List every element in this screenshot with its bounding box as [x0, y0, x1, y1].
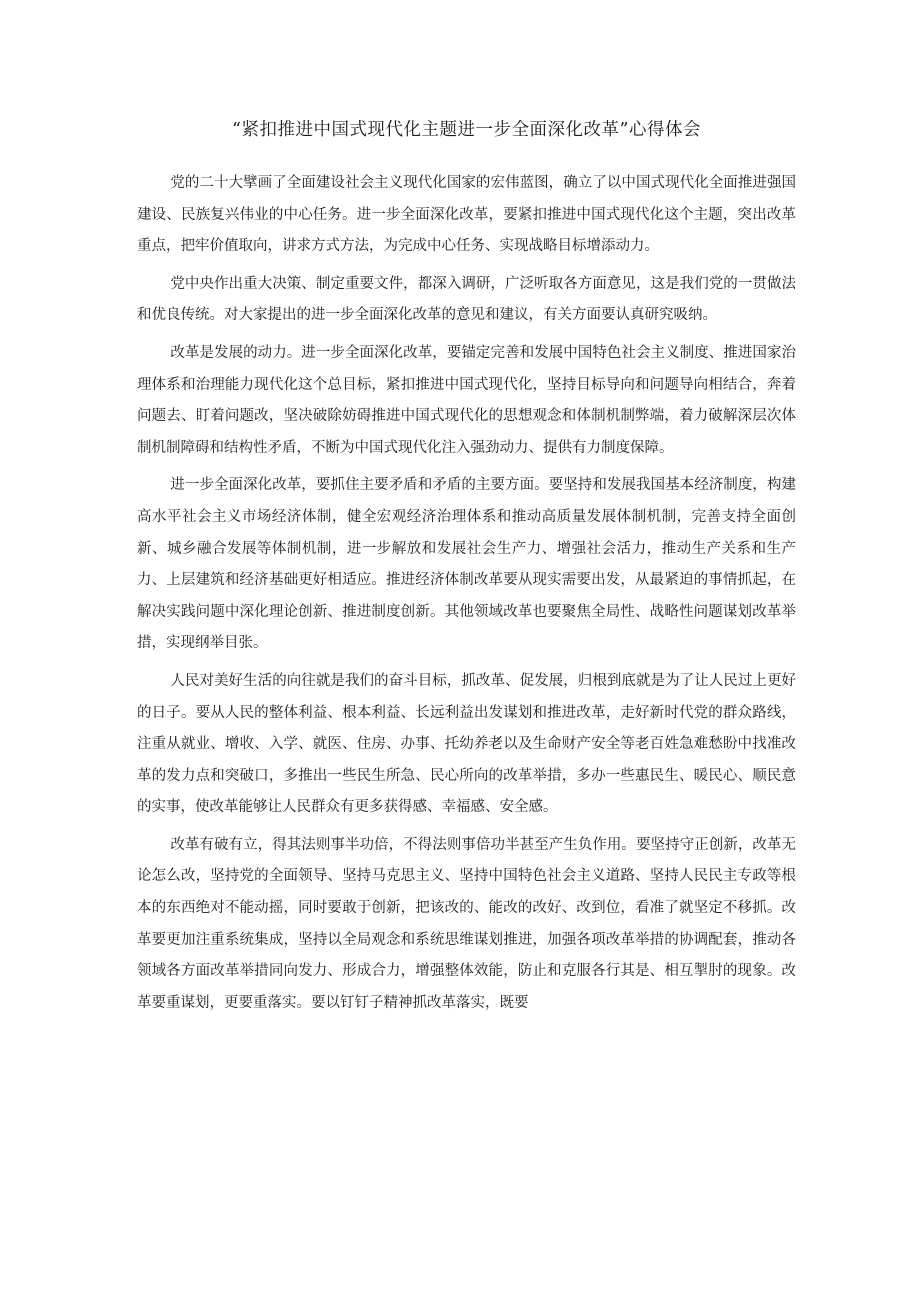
- paragraph: 改革有破有立，得其法则事半功倍，不得法则事倍功半甚至产生负作用。要坚持守正创新，改革无论怎么改，坚持党的全面领导、坚持马克思主义、坚持中国特色社会主义道路、坚持人民民主专政等根本的东西绝对不能动摇，同时要敢于创新，把该改的、能改的改好、改到位，看准了就坚定不移抓。改革要更加注重系统集成，坚持以全局观念和系统思维谋划推进，加强各项改革举措的协调配套，推动各领域各方面改革举措同向发力、形成合力，增强整体效能，防止和克服各行其是、相互掣肘的现象。改革要重谋划，更要重落实。要以钉钉子精神抓改革落实，既要: [137, 836, 796, 1011]
- paragraph: 进一步全面深化改革，要抓住主要矛盾和矛盾的主要方面。要坚持和发展我国基本经济制度，构建高水平社会主义市场经济体制，健全宏观经济治理体系和推动高质量发展体制机制，完善支持全面创新、城乡融合发展等体制机制，进一步解放和发展社会生产力、增强社会活力，推动生产关系和生产力、上层建筑和经济基础更好相适应。推进经济体制改革要从现实需要出发，从最紧迫的事情抓起，在解决实践问题中深化理论创新、推进制度创新。其他领域改革也要聚焦全局性、战略性问题谋划改革举措，实现纲举目张。: [137, 477, 796, 652]
- document-title: “紧扣推进中国式现代化主题进一步全面深化改革”心得体会: [232, 120, 701, 140]
- paragraph: 人民对美好生活的向往就是我们的奋斗目标，抓改革、促发展，归根到底就是为了让人民过上更好的日子。要从人民的整体利益、根本利益、长远利益出发谋划和推进改革，走好新时代党的群众路线，注重从就业、增收、入学、就医、住房、办事、托幼养老以及生命财产安全等老百姓急难愁盼中找准改革的发力点和突破口，多推出一些民生所急、民心所向的改革举措，多办一些惠民生、暖民心、顺民意的实事，使改革能够让人民群众有更多获得感、幸福感、安全感。: [137, 672, 796, 816]
- document-body: [137, 168, 796, 1019]
- paragraph: 改革是发展的动力。进一步全面深化改革，要锚定完善和发展中国特色社会主义制度、推进国家治理体系和治理能力现代化这个总目标，紧扣推进中国式现代化，坚持目标导向和问题导向相结合，奔着问题去、盯着问题改，坚决破除妨碍推进中国式现代化的思想观念和体制机制弊端，着力破解深层次体制机制障碍和结构性矛盾，不断为中国式现代化注入强劲动力、提供有力制度保障。: [137, 344, 796, 456]
- paragraph: 党中央作出重大决策、制定重要文件，都深入调研，广泛听取各方面意见，这是我们党的一贯做法和优良传统。对大家提出的进一步全面深化改革的意见和建议，有关方面要认真研究吸纳。: [137, 275, 796, 324]
- paragraph: 党的二十大擘画了全面建设社会主义现代化国家的宏伟蓝图，确立了以中国式现代化全面推进强国建设、民族复兴伟业的中心任务。进一步全面深化改革，要紧扣推进中国式现代化这个主题，突出改革重点，把牢价值取向，讲求方式方法，为完成中心任务、实现战略目标增添动力。: [137, 175, 796, 255]
